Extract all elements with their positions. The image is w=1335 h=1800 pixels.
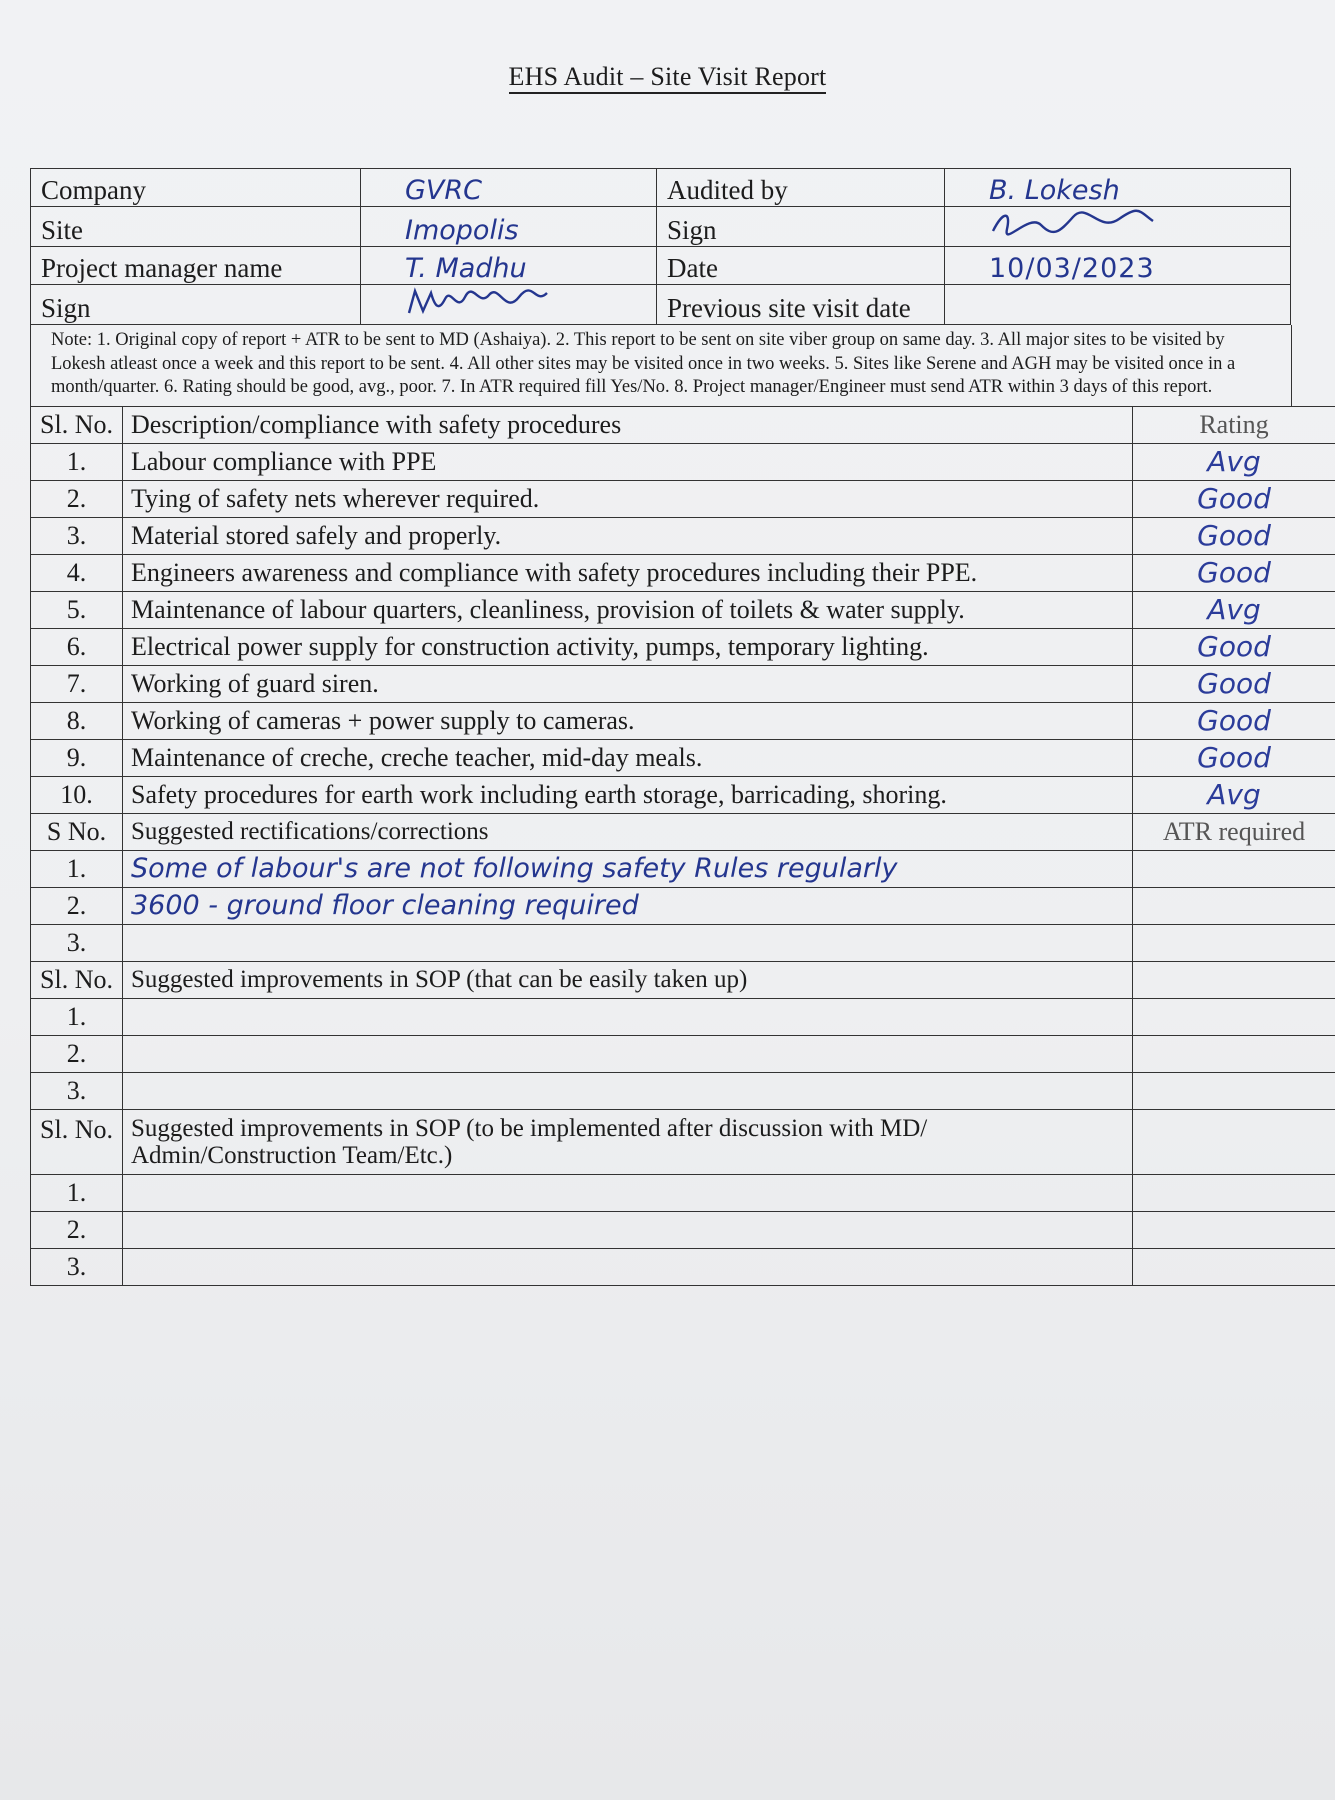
auditor-signature [945, 207, 1291, 247]
table-row [31, 591, 1335, 628]
row-number: 1. [31, 443, 123, 480]
audited-by-value: B. Lokesh [945, 169, 1291, 207]
row-number: 8. [31, 702, 123, 739]
row-number: 7. [31, 665, 123, 702]
row-description [123, 1072, 1133, 1109]
row-description [123, 1035, 1133, 1072]
row-number: 3. [31, 517, 123, 554]
pm-signature [361, 285, 657, 325]
sop-easy-extra [1133, 961, 1335, 998]
table-row [31, 1174, 1335, 1211]
row-rating: Good [1133, 554, 1335, 591]
row-number: 4. [31, 554, 123, 591]
row-description [123, 998, 1133, 1035]
table-row [31, 739, 1335, 776]
row-atr [1133, 850, 1335, 887]
auditor-signature-scribble [989, 207, 1159, 239]
sop-discuss-extra [1133, 1109, 1335, 1174]
sop-easy-header: Suggested improvements in SOP (that can be easily taken up) [123, 961, 1133, 998]
row-description: Maintenance of creche, creche teacher, mid-day meals. [123, 739, 1133, 776]
row-description: Some of labour's are not following safety Rules regularly [123, 850, 1133, 887]
row-number: 2. [31, 1035, 123, 1072]
pm-signature-scribble [405, 285, 555, 317]
row-rating: Good [1133, 628, 1335, 665]
date-value: 10/03/2023 [945, 247, 1291, 285]
table-row [31, 443, 1335, 480]
compliance-no-header: Sl. No. [31, 406, 123, 443]
company-label: Company [31, 169, 361, 207]
row-number: 10. [31, 776, 123, 813]
pm-label: Project manager name [31, 247, 361, 285]
row-description: Engineers awareness and compliance with safety procedures including their PPE. [123, 554, 1133, 591]
row-extra [1133, 1248, 1335, 1285]
row-number: 1. [31, 998, 123, 1035]
row-number: 5. [31, 591, 123, 628]
row-rating: Avg [1133, 591, 1335, 628]
atr-required-header: ATR required [1133, 813, 1335, 850]
audit-form [30, 168, 1335, 1286]
table-row [31, 628, 1335, 665]
row-description: Labour compliance with PPE [123, 443, 1133, 480]
row-description: 3600 - ground floor cleaning required [123, 887, 1133, 924]
table-row [31, 1035, 1335, 1072]
sop-discuss-no-header: Sl. No. [31, 1109, 123, 1174]
company-value: GVRC [361, 169, 657, 207]
table-row [31, 480, 1335, 517]
row-rating: Good [1133, 702, 1335, 739]
date-label: Date [657, 247, 945, 285]
instructions-note: Note: 1. Original copy of report + ATR to be sent to MD (Ashaiya). 2. This report to be sent on site viber group on same day. 3. All major sites to be visited by Lokesh atleast once a week and this report to be sent. 4. All other sites may be visited once in two weeks. 5. Sites like Serene and AGH may be visited once in a month/quarter. 6. Rating should be good, avg., poor. 7. In ATR required fill Yes/No. 8. Project manager/Engineer must send ATR within 3 days of this report. [30, 325, 1292, 406]
row-extra [1133, 1211, 1335, 1248]
row-rating: Avg [1133, 776, 1335, 813]
table-row [31, 554, 1335, 591]
table-row [31, 1211, 1335, 1248]
site-value: Imopolis [361, 207, 657, 247]
prev-visit-value [945, 285, 1291, 325]
table-row [31, 776, 1335, 813]
table-row [31, 665, 1335, 702]
table-row [31, 1248, 1335, 1285]
rating-header: Rating [1133, 406, 1335, 443]
row-number: 6. [31, 628, 123, 665]
row-description: Tying of safety nets wherever required. [123, 480, 1133, 517]
row-description: Safety procedures for earth work including earth storage, barricading, shoring. [123, 776, 1133, 813]
row-rating: Good [1133, 517, 1335, 554]
row-description [123, 1248, 1133, 1285]
sop-discuss-header: Suggested improvements in SOP (to be implemented after discussion with MD/ Admin/Construction Team/Etc.) [123, 1109, 1133, 1174]
row-atr [1133, 924, 1335, 961]
pm-sign-label: Sign [31, 285, 361, 325]
row-rating: Avg [1133, 443, 1335, 480]
row-number: 1. [31, 1174, 123, 1211]
row-atr [1133, 887, 1335, 924]
audited-by-label: Audited by [657, 169, 945, 207]
prev-visit-label: Previous site visit date [657, 285, 945, 325]
row-number: 9. [31, 739, 123, 776]
table-row [31, 702, 1335, 739]
rectification-no-header: S No. [31, 813, 123, 850]
rectification-header: Suggested rectifications/corrections [123, 813, 1133, 850]
row-number: 3. [31, 1248, 123, 1285]
row-rating: Good [1133, 739, 1335, 776]
row-description [123, 1211, 1133, 1248]
row-description [123, 924, 1133, 961]
row-rating: Good [1133, 665, 1335, 702]
site-label: Site [31, 207, 361, 247]
row-number: 2. [31, 480, 123, 517]
table-row [31, 850, 1335, 887]
compliance-desc-header: Description/compliance with safety procedures [123, 406, 1133, 443]
auditor-sign-label: Sign [657, 207, 945, 247]
row-extra [1133, 1174, 1335, 1211]
row-description: Electrical power supply for construction activity, pumps, temporary lighting. [123, 628, 1133, 665]
table-row [31, 1072, 1335, 1109]
row-extra [1133, 1072, 1335, 1109]
row-number: 1. [31, 850, 123, 887]
compliance-table [30, 406, 1335, 1286]
row-description [123, 1174, 1133, 1211]
row-number: 2. [31, 1211, 123, 1248]
table-row [31, 998, 1335, 1035]
header-table [30, 168, 1291, 325]
row-description: Material stored safely and properly. [123, 517, 1133, 554]
table-row [31, 924, 1335, 961]
row-extra [1133, 998, 1335, 1035]
row-number: 2. [31, 887, 123, 924]
table-row [31, 887, 1335, 924]
row-description: Working of guard siren. [123, 665, 1133, 702]
table-row [31, 517, 1335, 554]
report-title: EHS Audit – Site Visit Report [0, 62, 1335, 92]
row-description: Maintenance of labour quarters, cleanliness, provision of toilets & water supply. [123, 591, 1133, 628]
row-number: 3. [31, 1072, 123, 1109]
row-number: 3. [31, 924, 123, 961]
row-extra [1133, 1035, 1335, 1072]
row-description: Working of cameras + power supply to cameras. [123, 702, 1133, 739]
row-rating: Good [1133, 480, 1335, 517]
sop-easy-no-header: Sl. No. [31, 961, 123, 998]
pm-value: T. Madhu [361, 247, 657, 285]
